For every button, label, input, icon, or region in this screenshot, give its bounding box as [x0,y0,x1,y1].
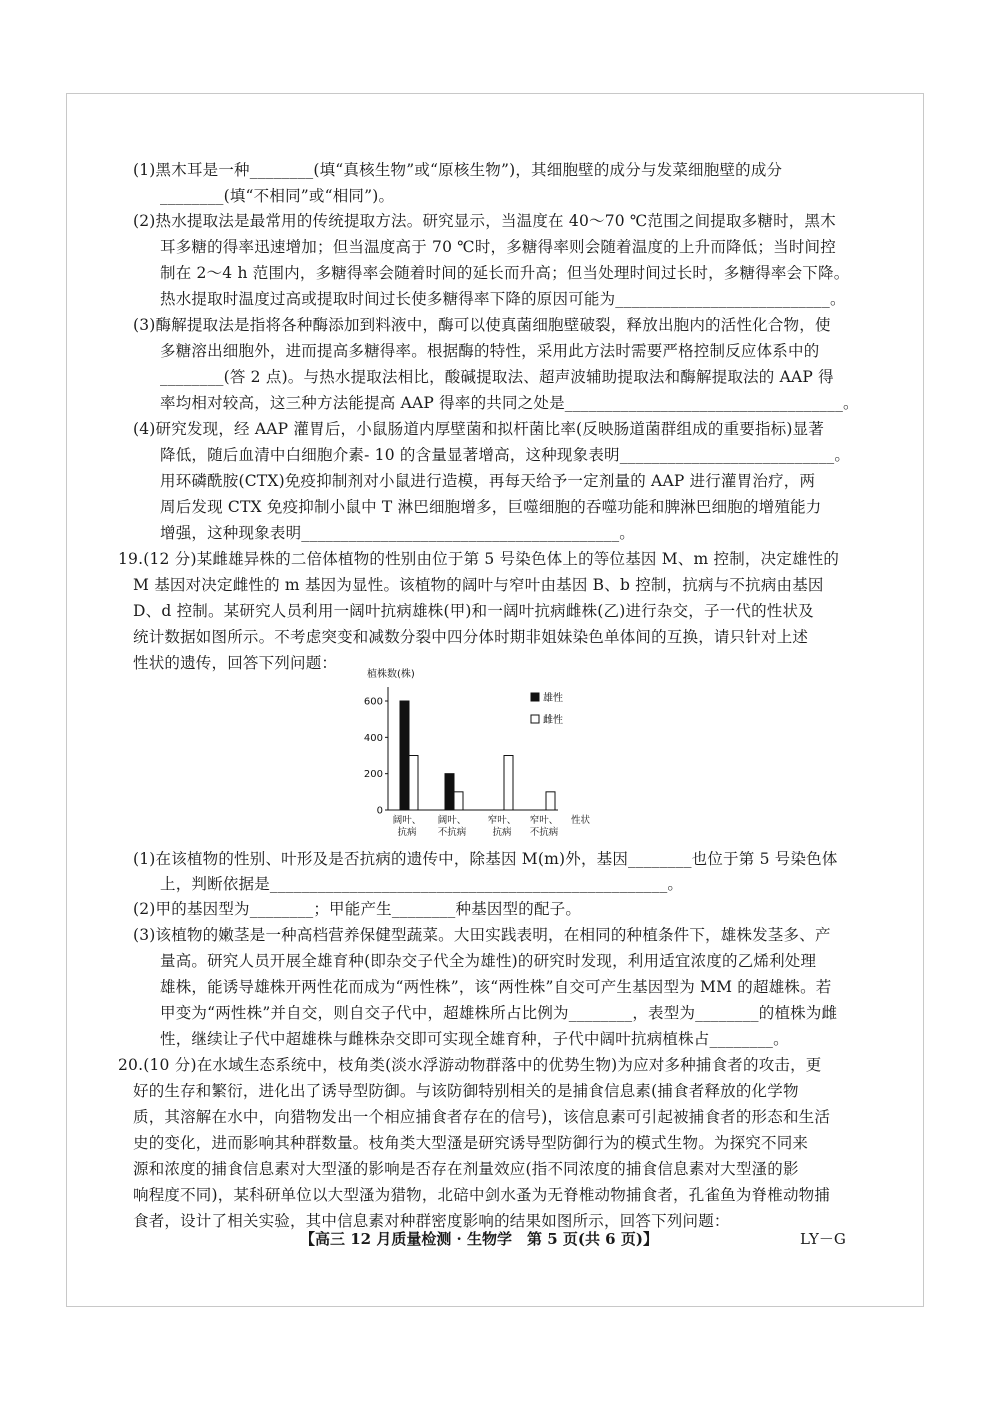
q19-3-line1: (3)该植物的嫩茎是一种高档营养保健型蔬菜。大田实践表明，在相同的种植条件下，雄株发茎多、产 [133,926,831,944]
q19-stem-line4: 统计数据如图所示。不考虑突变和减数分裂中四分体时期非姐妹染色单体间的互换，请只针对上述 [133,628,809,646]
chart-ytick-label-1: 200 [363,769,383,781]
chart-xtick-label-3-b: 不抗病 [529,827,559,838]
q19-2-line1: (2)甲的基因型为________；甲能产生________种基因型的配子。 [133,900,582,918]
q19-stem-line1: 19.(12 分)某雌雄异株的二倍体植物的性别由位于第 5 号染色体上的等位基因 M、m 控制，决定雄性的 [118,550,840,568]
q19-1-line1: (1)在该植物的性别、叶形及是否抗病的遗传中，除基因 M(m)外，基因________也位于第 5 号染色体 [133,850,838,868]
chart-xtick-label-0-b: 抗病 [397,827,417,838]
chart-xtick-label-2-a: 窄叶、 [487,815,517,826]
chart-legend-swatch-1 [531,715,539,723]
q20-stem-line3: 质，其溶解在水中，向猎物发出一个相应捕食者存在的信号)，该信息素可引起被捕食者的形态和生活 [133,1108,831,1126]
q18-2-line1: (2)热水提取法是最常用的传统提取方法。研究显示，当温度在 40～70 ℃范围之间提取多糖时，黑木 [133,212,836,230]
q18-4-line1: (4)研究发现，经 AAP 灌胃后，小鼠肠道内厚壁菌和拟杆菌比率(反映肠道菌群组成的重要指标)显著 [133,420,825,438]
chart-legend-swatch-0 [531,693,539,701]
q19-3-line2: 量高。研究人员开展全雄育种(即杂交子代全为雄性)的研究时发现，利用适宜浓度的乙烯利处理 [160,952,817,970]
q20-stem-line4: 史的变化，进而影响其种群数量。枝角类大型溞是研究诱导型防御行为的模式生物。为探究不同来 [133,1134,809,1152]
q18-3-line4: 率均相对较高，这三种方法能提高 AAP 得率的共同之处是___________________________________。 [160,394,859,412]
chart-bar-0-0 [400,701,409,810]
chart-legend-label-0: 雄性 [543,693,563,704]
q18-2-line4: 热水提取时温度过高或提取时间过长使多糖得率下降的原因可能为___________________________。 [160,290,846,308]
q20-stem-line7: 食者，设计了相关实验，其中信息素对种群密度影响的结果如图所示，回答下列问题： [133,1212,730,1230]
q20-stem-line5: 源和浓度的捕食信息素对大型溞的影响是否存在剂量效应(指不同浓度的捕食信息素对大型溞的影 [133,1160,799,1178]
q18-2-line3: 制在 2～4 h 范围内，多糖得率会随着时间的延长而升高；但当处理时间过长时，多糖得率会下降。 [160,264,850,282]
chart-xlabel: 性状 [571,815,591,826]
chart-bar-2-1 [504,756,513,811]
q18-1-line2: ________(填“不相同”或“相同”)。 [160,187,395,205]
q18-4-line3: 用环磷酰胺(CTX)免疫抑制剂对小鼠进行造模，再每天给予一定剂量的 AAP 进行灌胃治疗，两 [160,472,816,490]
q18-4-line2: 降低，随后血清中白细胞介素- 10 的含量显著增高，这种现象表明___________________________。 [160,446,851,464]
chart-ylabel: 植株数(株) [367,669,415,680]
chart-bar-1-1 [454,792,463,810]
q18-4-line5: 增强，这种现象表明________________________________________。 [160,524,636,542]
q18-4-line4: 周后发现 CTX 免疫抑制小鼠中 T 淋巴细胞增多，巨噬细胞的吞噬功能和脾淋巴细胞的增殖能力 [160,498,822,516]
chart-ytick-label-3: 600 [363,696,383,708]
q19-stem-line3: D、d 控制。某研究人员利用一阔叶抗病雄株(甲)和一阔叶抗病雌株(乙)进行杂交，子一代的性状及 [133,602,814,620]
footer-title: 【高三 12 月质量检测 · 生物学 第 5 页(共 6 页)】 [300,1230,658,1248]
chart-xtick-label-3-a: 窄叶、 [529,815,559,826]
chart-bar-0-1 [409,756,418,811]
q20-stem-line2: 好的生存和繁衍，进化出了诱导型防御。与该防御特别相关的是捕食信息素(捕食者释放的化学物 [133,1082,799,1100]
q19-stem-line2: M 基因对决定雌性的 m 基因为显性。该植物的阔叶与窄叶由基因 B、b 控制，抗病与不抗病由基因 [133,576,824,594]
q20-stem-line1: 20.(10 分)在水域生态系统中，枝角类(淡水浮游动物群落中的优势生物)为应对多种捕食者的攻击，更 [118,1056,822,1074]
chart-bar-3-1 [546,792,555,810]
q19-3-line5: 性，继续让子代中超雄株与雌株杂交即可实现全雄育种，子代中阔叶抗病植株占________。 [160,1030,789,1048]
q19-3-line4: 甲变为“两性株”并自交，则自交子代中，超雄株所占比例为________，表型为________的植株为雌 [160,1004,838,1022]
chart-ytick-label-2: 400 [363,732,383,744]
chart-xtick-label-0-a: 阔叶、 [392,815,422,826]
chart-xtick-label-1-a: 阔叶、 [437,815,467,826]
offspring-bar-chart [355,665,615,845]
chart-xtick-label-1-b: 不抗病 [437,827,467,838]
q19-1-line2: 上，判断依据是__________________________________________________。 [160,875,684,893]
q19-3-line3: 雄株，能诱导雄株开两性花而成为“两性株”，该“两性株”自交可产生基因型为 MM 的超雄株。若 [160,978,832,996]
q18-1-line1: (1)黑木耳是一种________(填“真核生物”或“原核生物”)，其细胞壁的成分与发菜细胞壁的成分 [133,161,783,179]
chart-bar-1-0 [445,774,454,810]
q19-stem-line5: 性状的遗传，回答下列问题： [133,654,338,672]
chart-xtick-label-2-b: 抗病 [492,827,512,838]
q18-3-line2: 多糖溶出细胞外，进而提高多糖得率。根据酶的特性，采用此方法时需要严格控制反应体系中的 [160,342,820,360]
q20-stem-line6: 响程度不同)，某科研单位以大型溞为猎物，北碚中剑水蚤为无脊椎动物捕食者，孔雀鱼为脊椎动物捕 [133,1186,831,1204]
q18-3-line1: (3)酶解提取法是指将各种酶添加到料液中，酶可以使真菌细胞壁破裂，释放出胞内的活性化合物，使 [133,316,831,334]
chart-ytick-label-0: 0 [376,805,383,817]
chart-legend-label-1: 雌性 [543,715,563,726]
footer-code: LY－G [800,1230,846,1248]
q18-2-line2: 耳多糖的得率迅速增加；但当温度高于 70 ℃时，多糖得率则会随着温度的上升而降低；当时间控 [160,238,836,256]
q18-3-line3: ________(答 2 点)。与热水提取法相比，酸碱提取法、超声波辅助提取法和酶解提取法的 AAP 得 [160,368,834,386]
